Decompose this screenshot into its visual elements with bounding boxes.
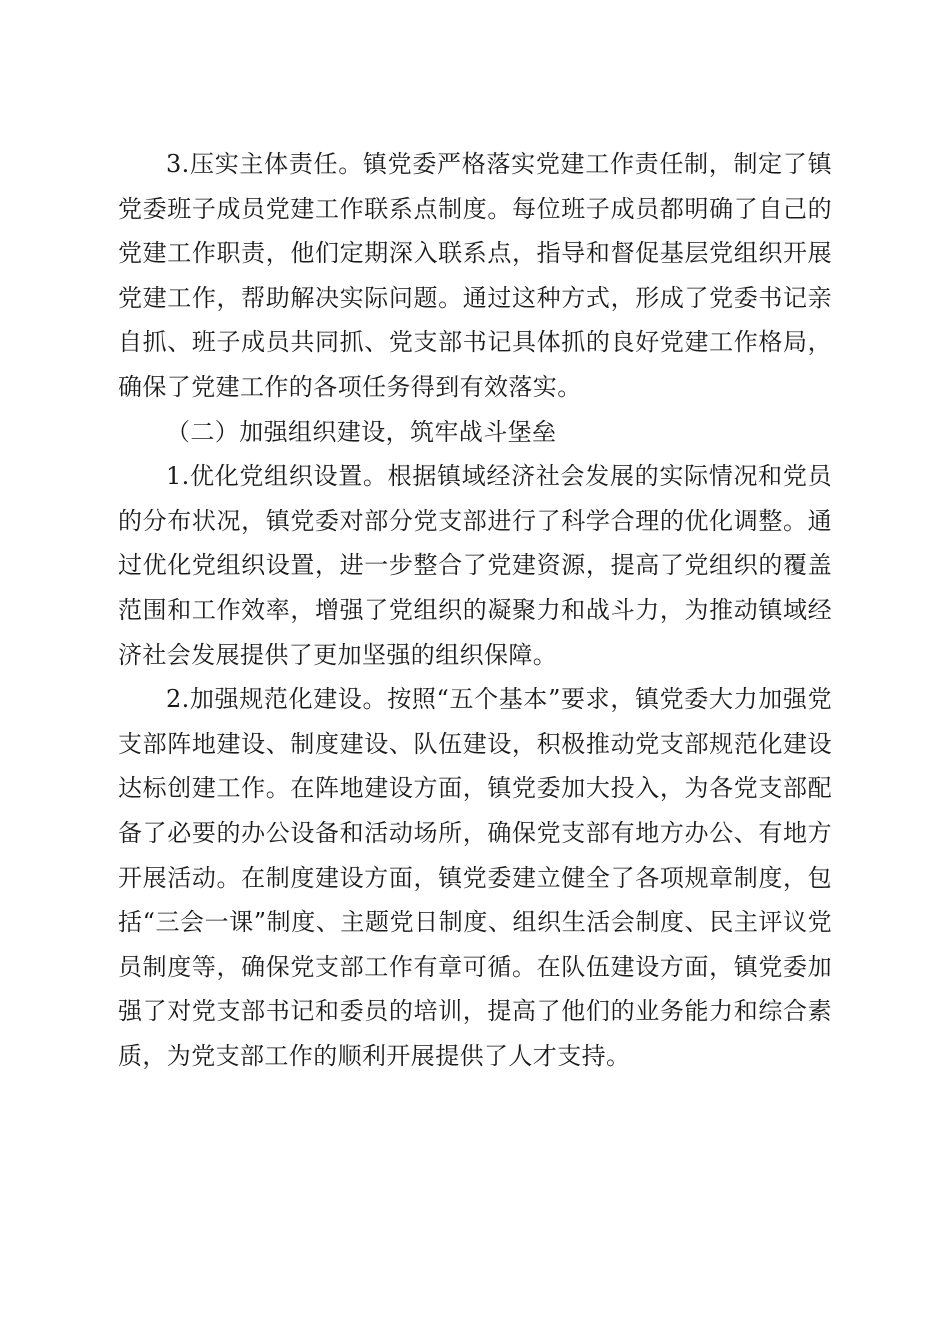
document-body xyxy=(118,142,832,1078)
paragraph-standardization: 2.加强规范化建设。按照“五个基本”要求，镇党委大力加强党支部阵地建设、制度建设、队伍建设，积极推动党支部规范化建设达标创建工作。在阵地建设方面，镇党委加大投入，为各党支部配备了必要的办公设备和活动场所，确保党支部有地方办公、有地方开展活动。在制度建设方面，镇党委建立健全了各项规章制度，包括“三会一课”制度、主题党日制度、组织生活会制度、民主评议党员制度等，确保党支部工作有章可循。在队伍建设方面，镇党委加强了对党支部书记和委员的培训，提高了他们的业务能力和综合素质，为党支部工作的顺利开展提供了人才支持。 xyxy=(118,685,832,1070)
paragraph-optimize-organization: 1.优化党组织设置。根据镇域经济社会发展的实际情况和党员的分布状况，镇党委对部分党支部进行了科学合理的优化调整。通过优化党组织设置，进一步整合了党建资源，提高了党组织的覆盖范围和工作效率，增强了党组织的凝聚力和战斗力，为推动镇域经济社会发展提供了更加坚强的组织保障。 xyxy=(118,462,832,669)
section-heading-organization: （二）加强组织建设，筑牢战斗堡垒 xyxy=(166,417,557,446)
paragraph-responsibility: 3.压实主体责任。镇党委严格落实党建工作责任制，制定了镇党委班子成员党建工作联系点制度。每位班子成员都明确了自己的党建工作职责，他们定期深入联系点，指导和督促基层党组织开展党建工作，帮助解决实际问题。通过这种方式，形成了党委书记亲自抓、班子成员共同抓、党支部书记具体抓的良好党建工作格局，确保了党建工作的各项任务得到有效落实。 xyxy=(118,150,832,401)
